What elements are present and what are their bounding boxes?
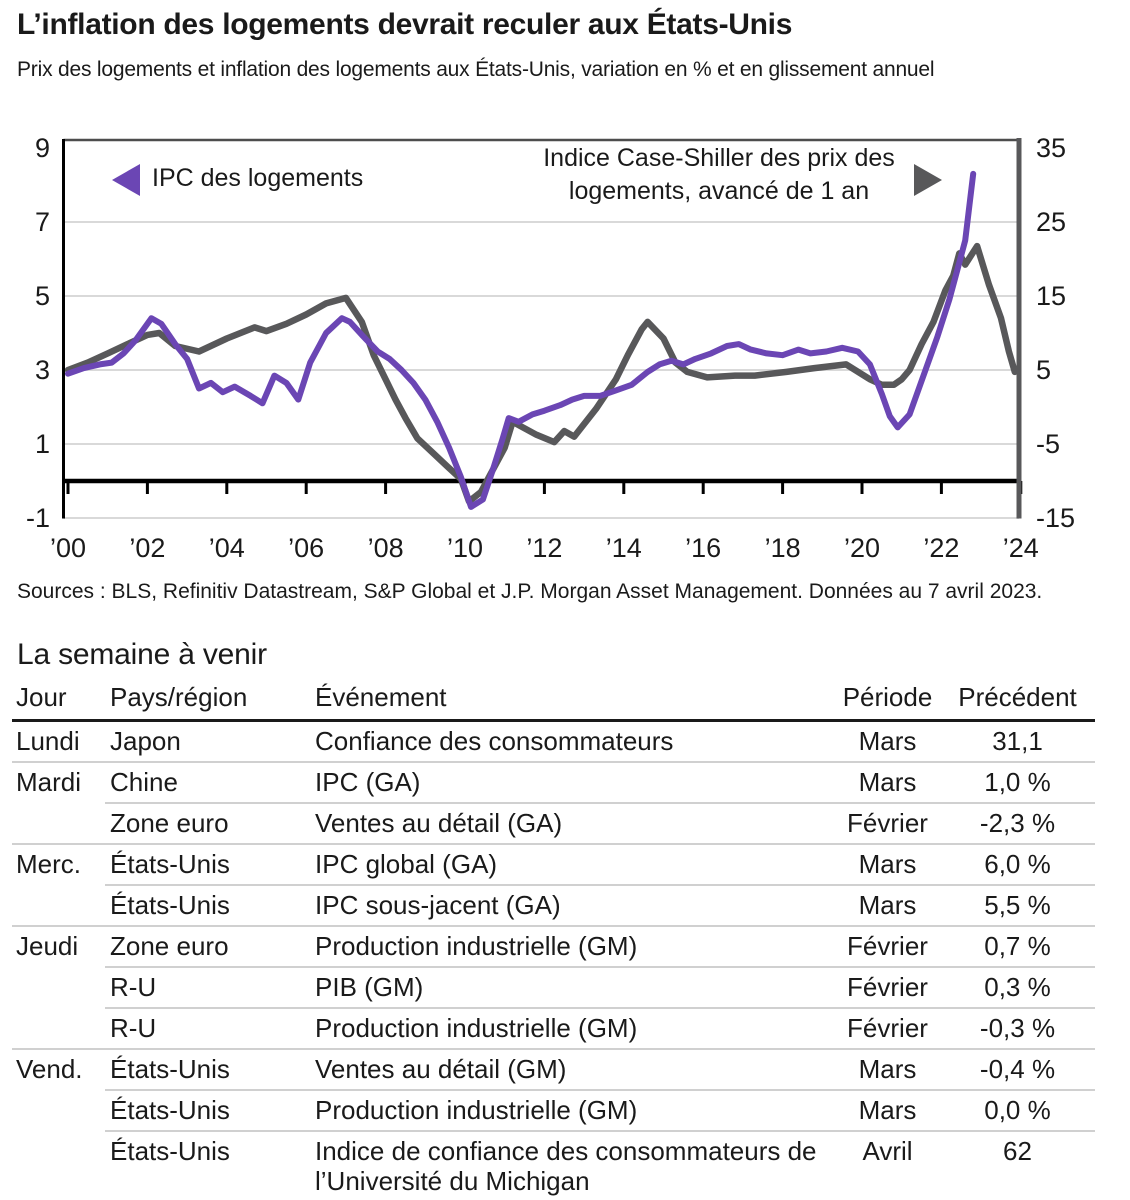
- table-cell-region: Chine: [110, 767, 178, 797]
- column-header-previous: Précédent: [958, 682, 1077, 712]
- table-cell-previous: 1,0 %: [984, 767, 1051, 797]
- table-cell-previous: -2,3 %: [979, 808, 1056, 838]
- table-cell-period: Mars: [858, 849, 917, 879]
- x-axis-label: ’16: [685, 533, 722, 563]
- y-axis-right-label: 15: [1036, 281, 1067, 311]
- y-axis-right-label: 5: [1036, 355, 1052, 385]
- table-row: [12, 1050, 1095, 1089]
- x-axis-label: ’12: [526, 533, 563, 563]
- table-cell-period: Mars: [858, 767, 917, 797]
- table-cell-event: Production industrielle (GM): [315, 1013, 638, 1043]
- table-cell-period: Mars: [858, 1054, 917, 1084]
- table-cell-region: États-Unis: [110, 849, 230, 879]
- case-shiller-legend-arrow-icon: [914, 164, 942, 196]
- table-cell-event: Confiance des consommateurs: [315, 726, 674, 756]
- table-cell-previous: 6,0 %: [984, 849, 1051, 879]
- x-axis-label: ’24: [1002, 533, 1039, 563]
- table-cell-day: [12, 808, 105, 838]
- x-axis-label: ’06: [288, 533, 325, 563]
- table-cell-event: IPC sous-jacent (GA): [315, 890, 561, 920]
- x-axis-label: ’20: [843, 533, 881, 563]
- table-row: [12, 722, 1095, 761]
- ipc-legend-label: IPC des logements: [152, 164, 364, 192]
- table-cell-region: États-Unis: [110, 1054, 230, 1084]
- table-cell-previous: 5,5 %: [984, 890, 1051, 920]
- table-cell-period: Février: [847, 931, 928, 961]
- y-axis-right-label: -5: [1036, 429, 1061, 459]
- table-cell-day: Mardi: [16, 767, 82, 797]
- case-shiller-legend-line2: logements, avancé de 1 an: [568, 177, 870, 205]
- x-axis-label: ’02: [129, 533, 166, 563]
- table-cell-previous: 31,1: [992, 726, 1043, 756]
- table-cell-period: Février: [847, 972, 928, 1002]
- table-cell-event: Ventes au détail (GM): [315, 1054, 567, 1084]
- table-cell-day: Merc.: [16, 849, 81, 879]
- table-cell-region: R-U: [110, 972, 157, 1002]
- table-cell-period: Février: [847, 1013, 928, 1043]
- x-axis-label: ’18: [764, 533, 801, 563]
- table-cell-region: États-Unis: [110, 1095, 230, 1125]
- column-header-region: Pays/région: [110, 682, 248, 712]
- table-cell-previous: 62: [1003, 1136, 1032, 1166]
- table-cell-day: Vend.: [16, 1054, 83, 1084]
- table-cell-period: Mars: [858, 726, 917, 756]
- x-axis-label: ’10: [446, 533, 484, 563]
- table-cell-period: Mars: [858, 1095, 917, 1125]
- table-cell-previous: -0,4 %: [979, 1054, 1056, 1084]
- y-axis-left-label: 9: [34, 133, 50, 163]
- table-cell-day: [12, 1013, 105, 1043]
- x-axis-label: ’04: [208, 533, 245, 563]
- table-cell-day: [12, 890, 105, 920]
- table-cell-region: Zone euro: [110, 808, 229, 838]
- table-row: [12, 927, 1095, 966]
- week-table-body: [12, 722, 1095, 1200]
- table-cell-previous: 0,3 %: [984, 972, 1051, 1002]
- week-ahead-title: La semaine à venir: [17, 638, 267, 671]
- x-axis-label: ’22: [923, 533, 960, 563]
- table-cell-day: [12, 1095, 105, 1125]
- table-header-row: [12, 682, 1095, 722]
- table-cell-region: États-Unis: [110, 890, 230, 920]
- case-shiller-legend-line1: Indice Case-Shiller des prix des: [543, 144, 895, 172]
- week-ahead-table: [12, 682, 1095, 1200]
- table-cell-day: Jeudi: [16, 931, 79, 961]
- ipc-series-line: [68, 174, 973, 507]
- column-header-period: Période: [842, 682, 933, 712]
- table-row: [12, 1091, 1095, 1130]
- page-title: L’inflation des logements devrait reculer aux États-Unis: [17, 8, 793, 41]
- table-cell-previous: 0,0 %: [984, 1095, 1051, 1125]
- table-cell-previous: 0,7 %: [984, 931, 1051, 961]
- table-cell-event: IPC (GA): [315, 767, 421, 797]
- table-cell-day: [12, 972, 105, 1002]
- y-axis-left-label: 5: [34, 281, 50, 311]
- table-cell-day: Lundi: [16, 726, 80, 756]
- y-axis-right-label: -15: [1036, 503, 1076, 533]
- table-cell-period: Février: [847, 808, 928, 838]
- table-row: [12, 886, 1095, 925]
- x-axis-label: ’14: [605, 533, 642, 563]
- table-cell-region: États-Unis: [110, 1136, 230, 1166]
- table-row: [12, 1009, 1095, 1048]
- table-row: [12, 763, 1095, 802]
- y-axis-left-label: 7: [34, 207, 50, 237]
- table-row: [12, 968, 1095, 1007]
- x-axis-label: ’08: [367, 533, 404, 563]
- sources-note: Sources : BLS, Refinitiv Datastream, S&P Global et J.P. Morgan Asset Management. Données au 7 avril 2023.: [17, 580, 1043, 603]
- table-cell-event: Production industrielle (GM): [315, 931, 638, 961]
- case-shiller-legend-label: [528, 142, 910, 208]
- table-cell-event: Indice de confiance des consommateurs de l’Université du Michigan: [315, 1136, 817, 1196]
- column-header-event: Événement: [315, 682, 447, 712]
- table-cell-period: Avril: [862, 1136, 913, 1166]
- table-row: [12, 1132, 1095, 1200]
- x-axis-label: ’00: [49, 533, 87, 563]
- page-subtitle: Prix des logements et inflation des logements aux États-Unis, variation en % et en glissement annuel: [17, 58, 935, 81]
- table-cell-event: Production industrielle (GM): [315, 1095, 638, 1125]
- y-axis-left-label: 1: [34, 429, 50, 459]
- y-axis-left-label: -1: [25, 503, 50, 533]
- ipc-legend-arrow-icon: [112, 164, 140, 196]
- table-cell-event: PIB (GM): [315, 972, 424, 1002]
- column-header-day: Jour: [16, 682, 67, 712]
- table-cell-period: Mars: [858, 890, 917, 920]
- table-cell-region: Japon: [110, 726, 181, 756]
- table-row: [12, 804, 1095, 843]
- table-cell-event: IPC global (GA): [315, 849, 498, 879]
- y-axis-right-label: 25: [1036, 207, 1067, 237]
- table-row: [12, 845, 1095, 884]
- table-cell-region: R-U: [110, 1013, 157, 1043]
- table-cell-region: Zone euro: [110, 931, 229, 961]
- y-axis-left-label: 3: [34, 355, 50, 385]
- table-cell-previous: -0,3 %: [979, 1013, 1056, 1043]
- table-cell-day: [12, 1136, 105, 1196]
- table-cell-event: Ventes au détail (GA): [315, 808, 563, 838]
- y-axis-right-label: 35: [1036, 133, 1067, 163]
